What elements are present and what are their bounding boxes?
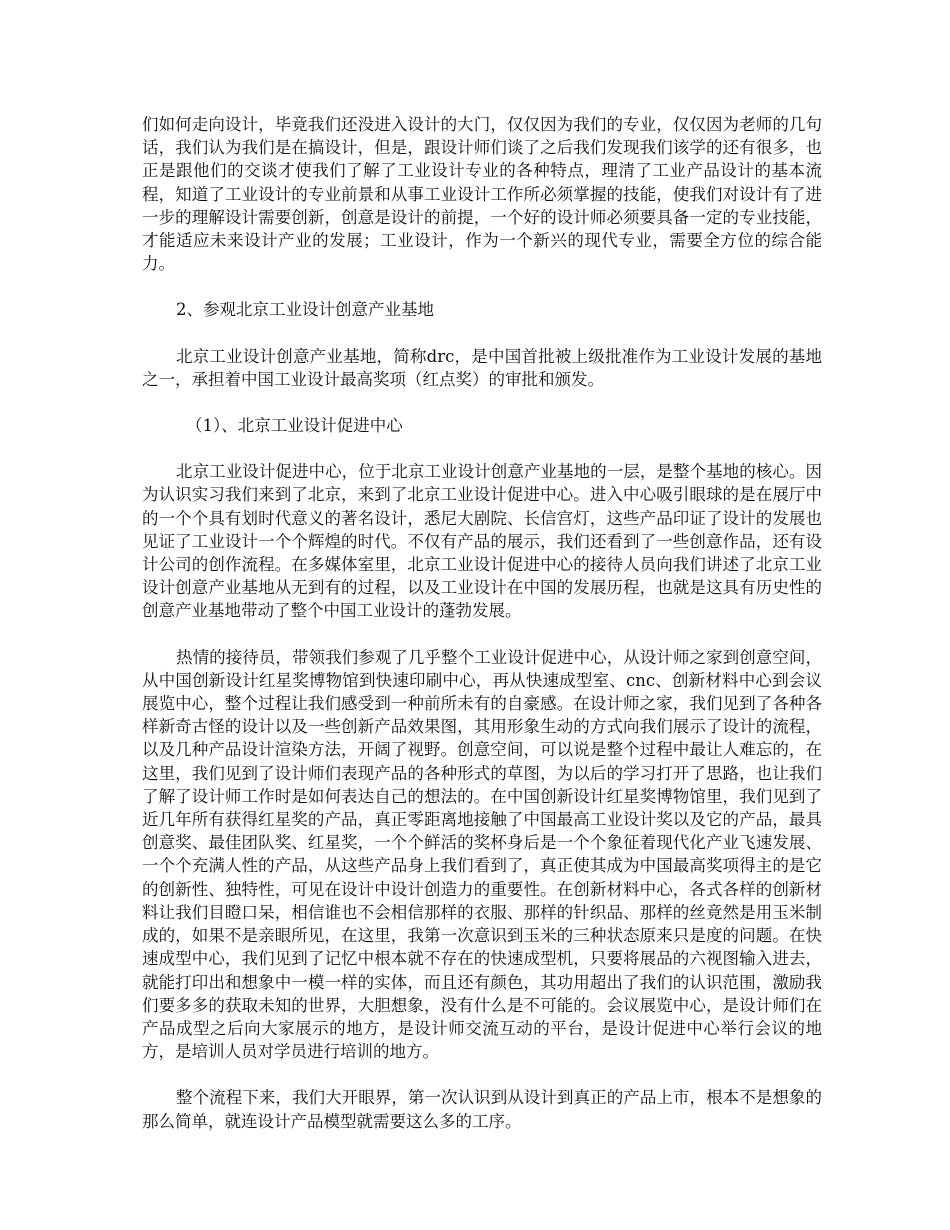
paragraph-drc-intro: 北京工业设计创意产业基地，简称drc，是中国首批被上级批准作为工业设计发展的基地之一，承担着中国工业设计最高奖项（红点奖）的审批和颁发。 xyxy=(142,346,822,389)
paragraph-tour: 热情的接待员，带领我们参观了几乎整个工业设计促进中心，从设计师之家到创意空间，从中国创新设计红星奖博物馆到快速印刷中心，再从快速成型室、cnc、创新材料中心到会议展览中心，整个过程让我们感受到一种前所未有的自豪感。在设计师之家，我们见到了各种各样新奇古怪的设计以及一些创新产品效果图，其用形象生动的方式向我们展示了设计的流程，以及几种产品设计渲染方法，开阔了视野。创意空间，可以说是整个过程中最让人难忘的，在这里，我们见到了设计师们表现产品的各种形式的草图，为以后的学习打开了思路，也让我们了解了设计师工作时是如何表达自己的想法的。在中国创新设计红星奖博物馆里，我们见到了近几年所有获得红星奖的产品，真正零距离地接触了中国最高工业设计奖以及它的产品，最具创意奖、最佳团队奖、红星奖，一个个鲜活的奖杯身后是一个个象征着现代化产业飞速发展、一个个充满人性的产品，从这些产品身上我们看到了，真正使其成为中国最高奖项得主的是它的创新性、独特性，可见在设计中设计创造力的重要性。在创新材料中心，各式各样的创新材料让我们目瞪口呆，相信谁也不会相信那样的衣服、那样的针织品、那样的丝竟然是用玉米制成的，如果不是亲眼所见，在这里，我第一次意识到玉米的三种状态原来只是度的问题。在快速成型中心，我们见到了记忆中根本就不存在的快速成型机，只要将展品的六视图输入进去，就能打印出和想象中一模一样的实体，而且还有颜色，其功用超出了我们的认识范围，激励我们要多多的获取未知的世界，大胆想象，没有什么是不可能的。会议展览中心，是设计师们在产品成型之后向大家展示的地方，是设计师交流互动的平台，是设计促进中心举行会议的地方，是培训人员对学员进行培训的地方。 xyxy=(142,647,822,1062)
paragraph-conclusion: 整个流程下来，我们大开眼界，第一次认识到从设计到真正的产品上市，根本不是想象的那么简单，就连设计产品模型就需要这么多的工序。 xyxy=(142,1088,822,1131)
document-page xyxy=(142,113,822,1156)
section-heading-drc-visit: 2、参观北京工业设计创意产业基地 xyxy=(176,300,434,320)
paragraph-promotion-center: 北京工业设计促进中心，位于北京工业设计创意产业基地的一层，是整个基地的核心。因为认识实习我们来到了北京，来到了北京工业设计促进中心。进入中心吸引眼球的是在展厅中的一个个具有划时代意义的著名设计，悉尼大剧院、长信宫灯，这些产品印证了设计的发展也见证了工业设计一个个辉煌的时代。不仅有产品的展示，我们还看到了一些创意作品，还有设计公司的创作流程。在多媒体室里，北京工业设计促进中心的接待人员向我们讲述了北京工业设计创意产业基地从无到有的过程，以及工业设计在中国的发展历程，也就是这具有历史性的创意产业基地带动了整个中国工业设计的蓬勃发展。 xyxy=(142,462,822,621)
subsection-heading-promotion-center: （1）、北京工业设计促进中心 xyxy=(186,416,403,436)
paragraph-design-reflection: 们如何走向设计，毕竟我们还没进入设计的大门，仅仅因为我们的专业，仅仅因为老师的几句话，我们认为我们是在搞设计，但是，跟设计师们谈了之后我们发现我们该学的还有很多，也正是跟他们的交谈才使我们了解了工业设计专业的各种特点，理清了工业产品设计的基本流程，知道了工业设计的专业前景和从事工业设计工作所必须掌握的技能，使我们对设计有了进一步的理解设计需要创新，创意是设计的前提，一个好的设计师必须要具备一定的专业技能，才能适应未来设计产业的发展；工业设计，作为一个新兴的现代专业，需要全方位的综合能力。 xyxy=(142,115,822,274)
